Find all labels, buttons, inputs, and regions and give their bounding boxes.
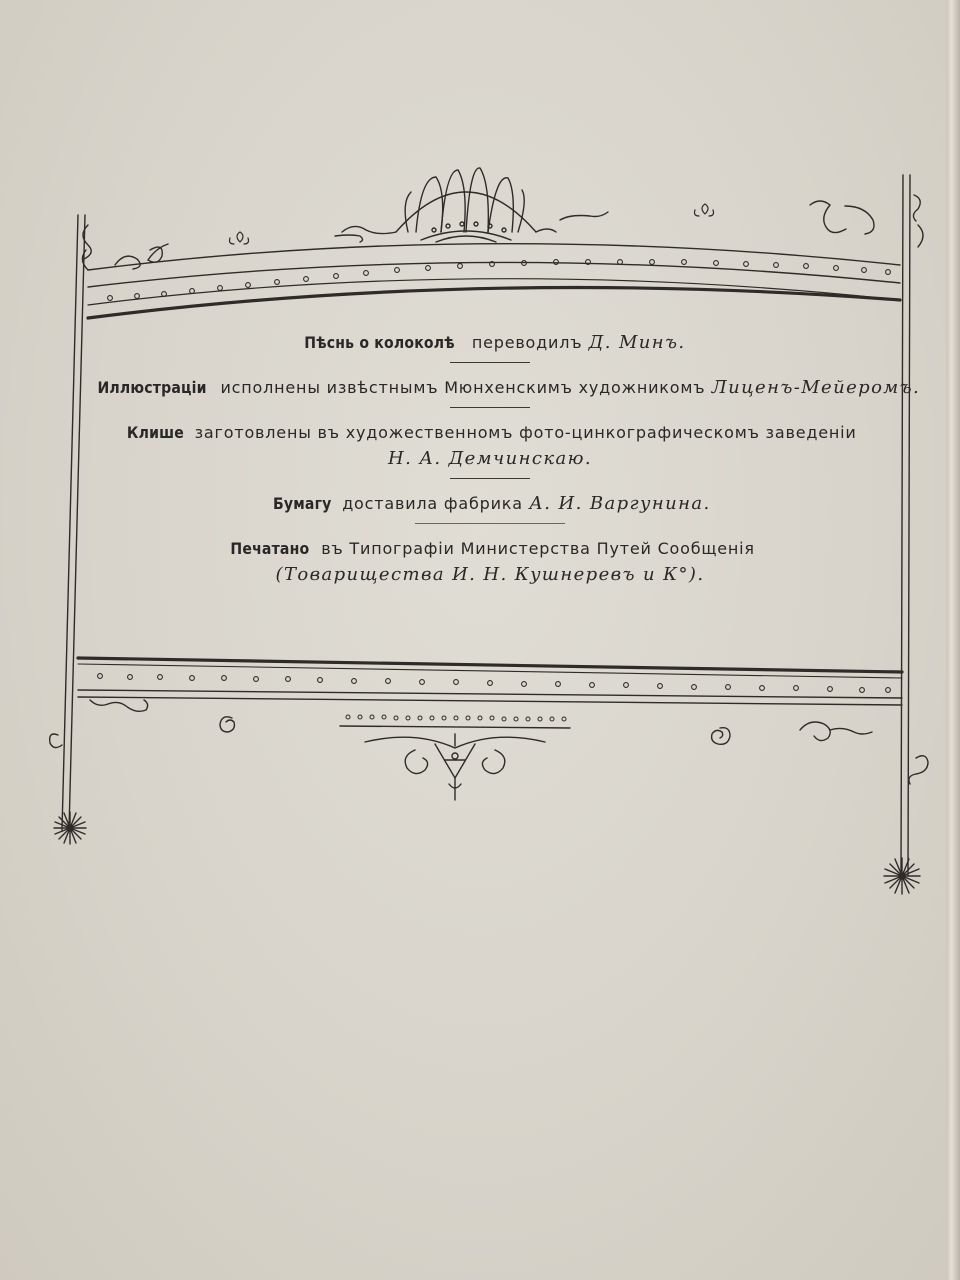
cliche-label: Клише: [127, 423, 185, 442]
cliche-workshop: Н. А. Демчинскаю.: [387, 448, 592, 469]
top-palmette-icon: [342, 168, 556, 242]
credit-cliche-name-line: [90, 446, 890, 472]
left-star-icon: [54, 812, 86, 844]
credit-paper: [90, 491, 890, 517]
bottom-small-dots-icon: [346, 715, 566, 721]
divider-4: [415, 523, 565, 524]
right-border-ornament-icon: [884, 175, 928, 894]
printing-company: (Товарищества И. Н. Кушнеревъ и К°).: [275, 564, 705, 585]
bottom-band-ornament-icon: [78, 658, 902, 800]
credit-poem: [90, 330, 890, 356]
credit-printing: [90, 536, 890, 562]
left-border-ornament-icon: [50, 215, 92, 844]
poem-translator: Д. Минъ.: [588, 332, 686, 353]
divider-1: [450, 362, 530, 363]
illustrations-label: Иллюстраціи: [97, 378, 207, 397]
poem-verb: переводилъ: [471, 333, 583, 352]
bottom-band-dots-icon: [98, 674, 891, 693]
cliche-text: заготовлены въ художественномъ фото-цинкографическомъ заведеніи: [194, 423, 857, 442]
credit-cliche: [90, 420, 890, 446]
divider-2: [450, 407, 530, 408]
printing-label: Печатано: [230, 539, 310, 558]
right-star-icon: [884, 858, 920, 894]
bottom-pendant-icon: [365, 734, 545, 800]
printing-text: въ Типографіи Министерства Путей Сообщенія: [321, 539, 755, 558]
top-band-dots-icon: [108, 260, 891, 301]
illustrations-artist: Лиценъ-Мейеромъ.: [711, 377, 921, 398]
divider-3: [450, 478, 530, 479]
credit-illustrations: [90, 375, 921, 401]
credit-printing-name-line: [90, 562, 890, 588]
paper-text: доставила фабрика: [342, 494, 523, 513]
top-band-ornament-icon: [88, 168, 900, 318]
poem-title: Пѣснь о колоколѣ: [304, 333, 456, 352]
paper-factory: А. И. Варгунина.: [529, 493, 711, 514]
illustrations-text: исполнены извѣстнымъ Мюнхенскимъ художникомъ: [220, 378, 706, 397]
credits-block: [90, 330, 921, 588]
paper-label: Бумагу: [273, 494, 332, 513]
